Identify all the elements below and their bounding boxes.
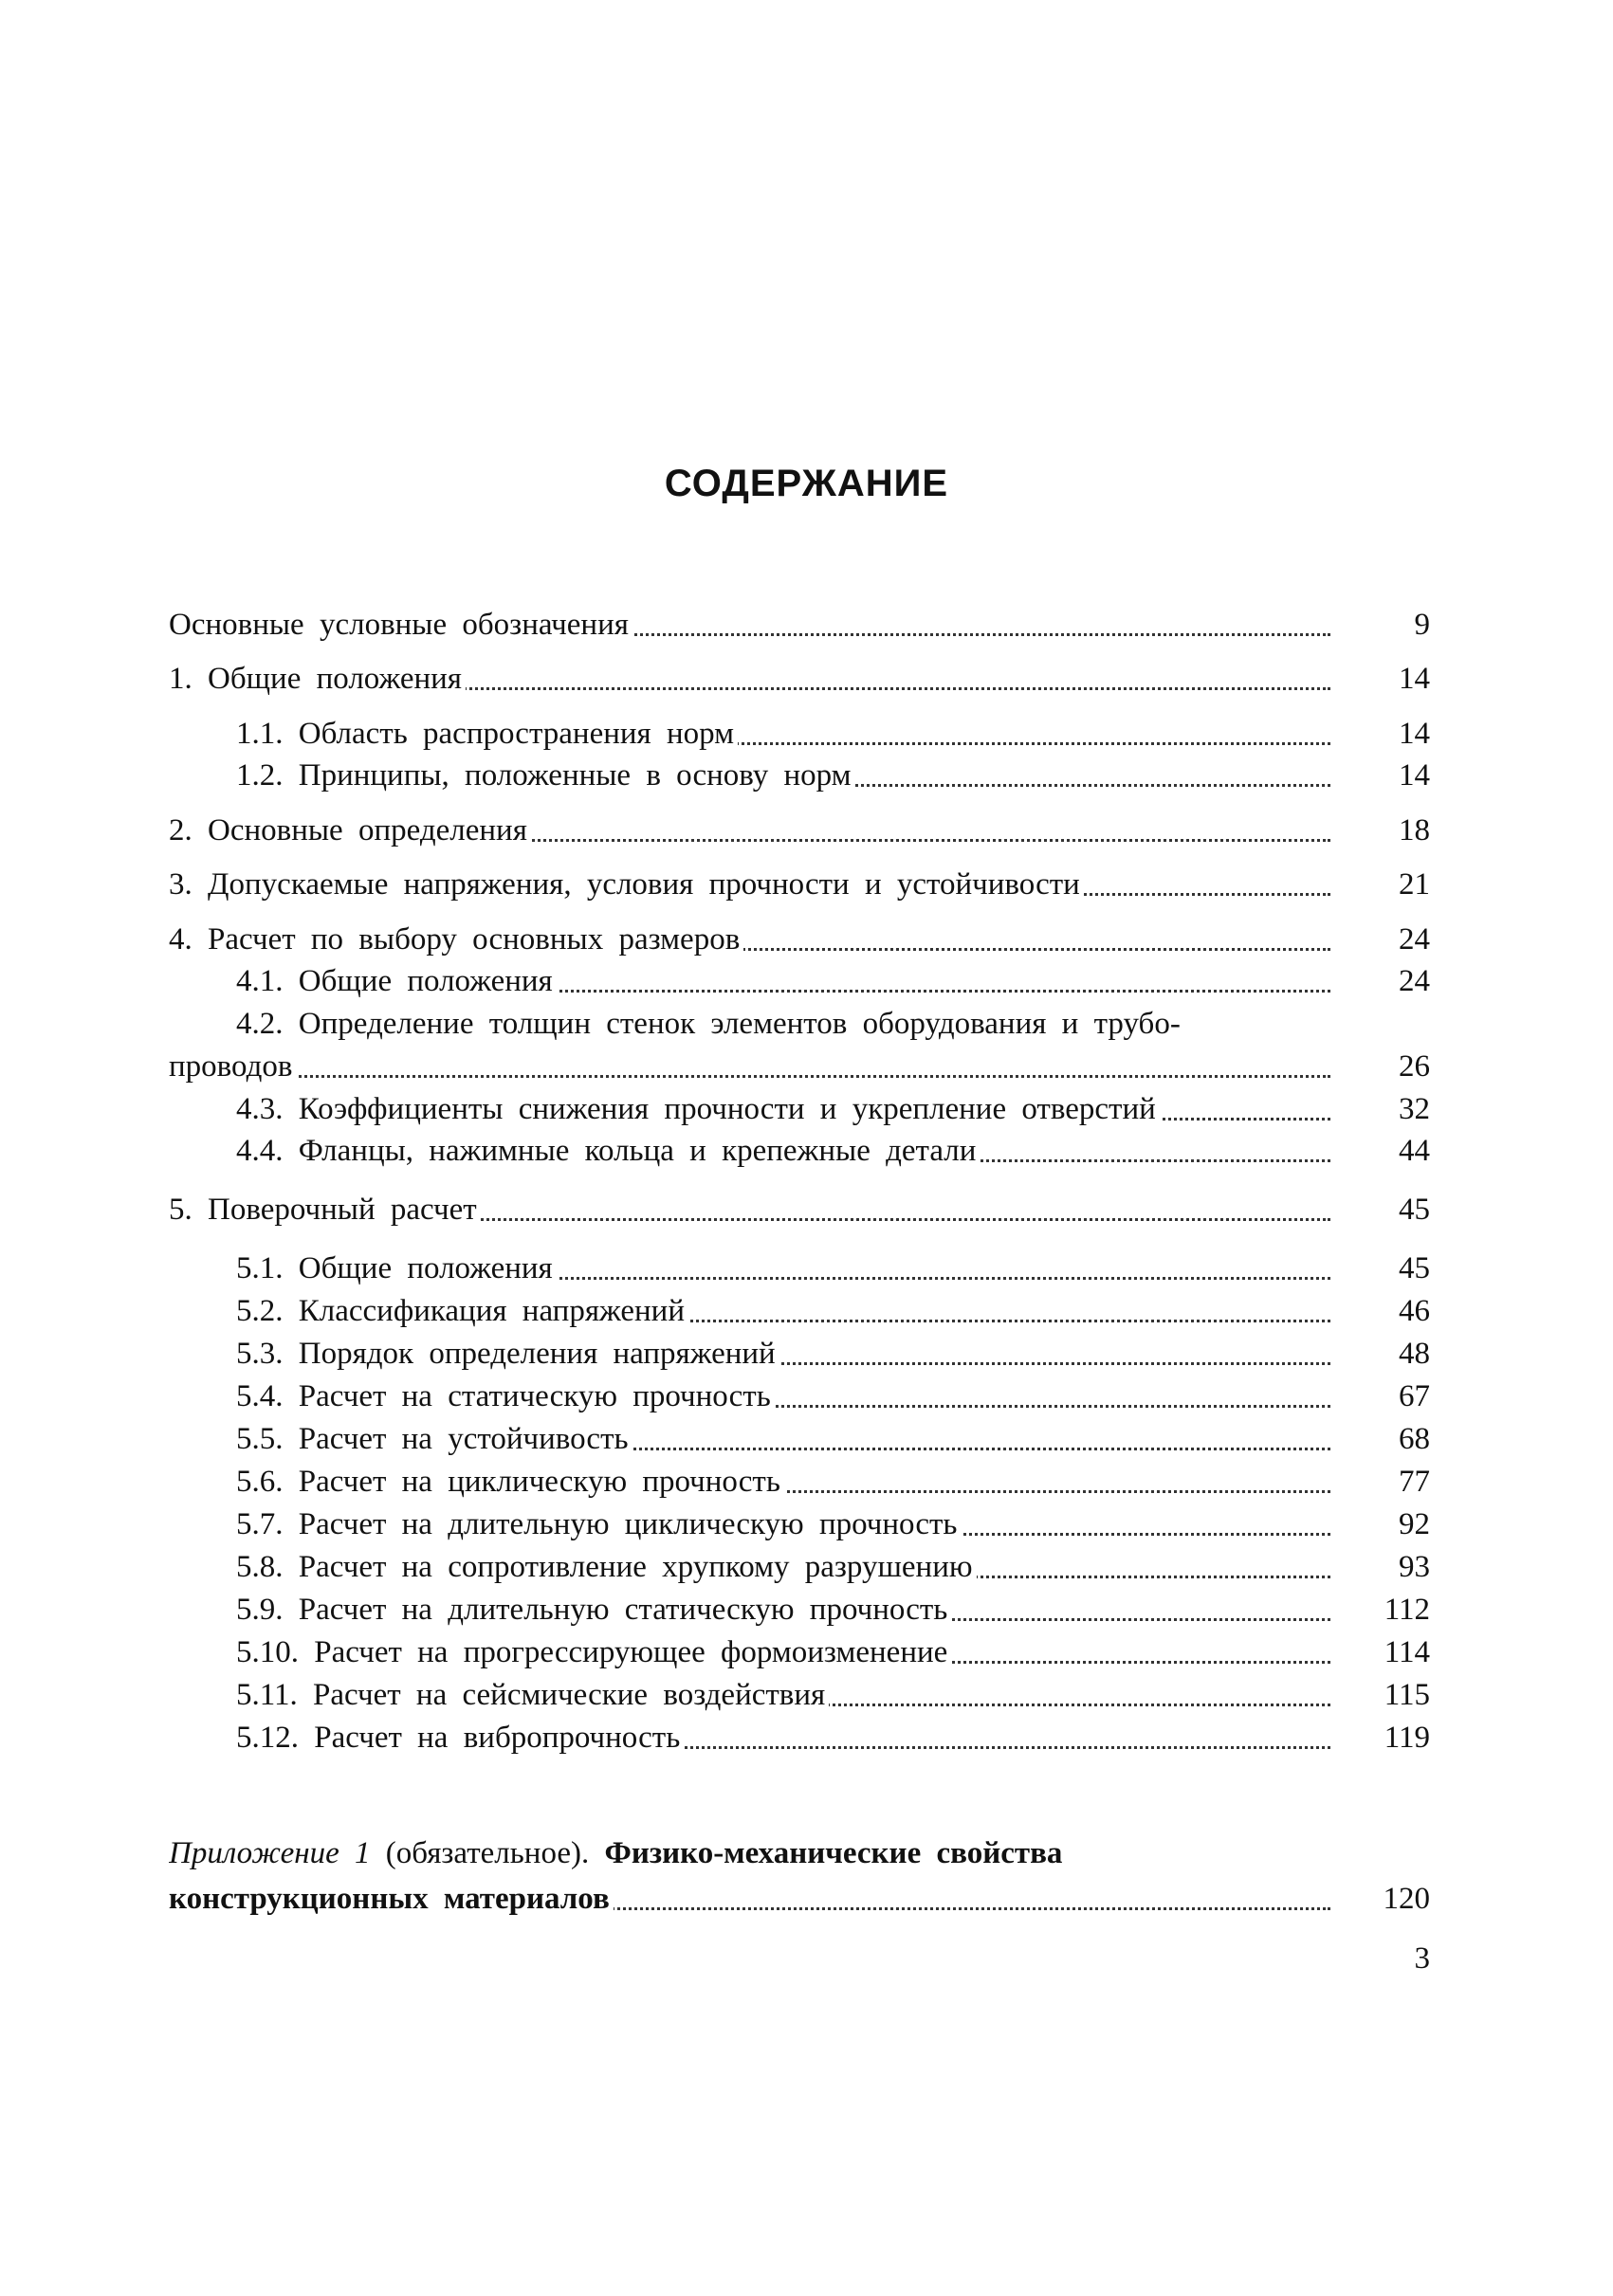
toc-entry-page: 24 — [1399, 964, 1430, 998]
toc-entry-page: 18 — [1399, 813, 1430, 847]
toc-entry-label: 5.10. Расчет на прогрессирующее формоизменение — [236, 1635, 951, 1669]
appendix-page: 120 — [1383, 1882, 1430, 1916]
toc-entry-page: 45 — [1399, 1193, 1430, 1227]
appendix-entry-line2[interactable] — [169, 1880, 1430, 1918]
toc-entry-page: 77 — [1399, 1465, 1430, 1499]
toc-entry-label: 5.3. Порядок определения напряжений — [236, 1337, 779, 1371]
toc-entry-page: 44 — [1399, 1134, 1430, 1168]
toc-entry-label: 5.11. Расчет на сейсмические воздействия — [236, 1678, 829, 1712]
toc-entry-label: 4.4. Фланцы, нажимные кольца и крепежные детали — [236, 1134, 980, 1168]
toc-entry[interactable] — [169, 1633, 1430, 1671]
toc-entry-label: 5.9. Расчет на длительную статическую прочность — [236, 1593, 951, 1627]
appendix-qualifier: (обязательное). — [385, 1836, 590, 1870]
toc-entry-page: 14 — [1399, 662, 1430, 696]
toc-entry[interactable] — [169, 756, 1430, 794]
toc-entry-label: 5.6. Расчет на циклическую прочность — [236, 1465, 784, 1499]
toc-entry[interactable] — [169, 660, 1430, 698]
toc-entry-page: 26 — [1399, 1049, 1430, 1084]
toc-entry-page: 115 — [1384, 1678, 1430, 1712]
toc-entry-page: 114 — [1384, 1635, 1430, 1669]
toc-entry-label: 5. Поверочный расчет — [169, 1193, 481, 1227]
toc-entry-page: 32 — [1399, 1092, 1430, 1126]
toc-entry-page: 45 — [1399, 1251, 1430, 1285]
toc-entry-label: 4.3. Коэффициенты снижения прочности и укрепление отверстий — [236, 1092, 1160, 1126]
toc-entry[interactable] — [169, 1377, 1430, 1415]
toc-entry-label: 5.7. Расчет на длительную циклическую прочность — [236, 1507, 961, 1541]
toc-heading: СОДЕРЖАНИЕ — [664, 463, 949, 504]
toc-entry-label: 4.2. Определение толщин стенок элементов оборудования и трубо- — [236, 1007, 1184, 1041]
toc-entry[interactable] — [169, 1249, 1430, 1287]
toc-entry[interactable] — [169, 1463, 1430, 1501]
toc-entry-page: 46 — [1399, 1294, 1430, 1328]
toc-entry-label: 5.5. Расчет на устойчивость — [236, 1422, 632, 1456]
toc-entry[interactable] — [169, 606, 1430, 644]
toc-entry-page: 112 — [1384, 1593, 1430, 1627]
toc-entry-page: 21 — [1399, 867, 1430, 902]
toc-entry-label: 1.2. Принципы, положенные в основу норм — [236, 758, 855, 793]
toc-entry-page: 68 — [1399, 1422, 1430, 1456]
toc-entry[interactable] — [169, 811, 1430, 849]
toc-entry-label: проводов — [169, 1049, 296, 1084]
appendix-title-line2: конструкционных материалов — [169, 1882, 614, 1916]
toc-entry[interactable] — [169, 1591, 1430, 1629]
toc-entry[interactable] — [169, 962, 1430, 1000]
toc-entry[interactable] — [169, 1420, 1430, 1458]
toc-entry[interactable] — [169, 1090, 1430, 1128]
appendix-prefix: Приложение 1 — [169, 1836, 371, 1870]
toc-entry-page: 67 — [1399, 1379, 1430, 1413]
toc-entry[interactable] — [169, 1132, 1430, 1170]
page-number: 3 — [1414, 1941, 1430, 1976]
toc-entry[interactable] — [169, 1335, 1430, 1373]
toc-entry-label: 5.2. Классификация напряжений — [236, 1294, 688, 1328]
toc-entry-label: Основные условные обозначения — [169, 608, 632, 642]
toc-entry-label: 2. Основные определения — [169, 813, 531, 847]
toc-entry-label: 5.1. Общие положения — [236, 1251, 557, 1285]
toc-entry[interactable] — [169, 1676, 1430, 1714]
toc-entry[interactable] — [169, 1292, 1430, 1330]
toc-entry-page: 119 — [1384, 1721, 1430, 1755]
toc-entry-label: 4. Расчет по выбору основных размеров — [169, 922, 743, 957]
toc-entry-label: 3. Допускаемые напряжения, условия прочности и устойчивости — [169, 867, 1084, 902]
toc-entry[interactable] — [169, 866, 1430, 903]
toc-entry-page: 48 — [1399, 1337, 1430, 1371]
toc-entry-page: 93 — [1399, 1550, 1430, 1584]
toc-entry[interactable] — [169, 715, 1430, 753]
toc-entry[interactable] — [169, 1048, 1430, 1085]
toc-entry-label: 1.1. Область распространения норм — [236, 717, 738, 751]
toc-entry[interactable] — [169, 1719, 1430, 1757]
toc-entry-page: 14 — [1399, 758, 1430, 793]
toc-entry[interactable] — [169, 920, 1430, 958]
toc-entry[interactable] — [169, 1191, 1430, 1229]
toc-entry-page: 9 — [1414, 608, 1430, 642]
toc-entry[interactable] — [169, 1505, 1430, 1543]
toc-entry-page: 24 — [1399, 922, 1430, 957]
toc-entry-label: 5.4. Расчет на статическую прочность — [236, 1379, 775, 1413]
toc-entry[interactable] — [169, 1548, 1430, 1586]
toc-entry-label: 5.8. Расчет на сопротивление хрупкому разрушению — [236, 1550, 977, 1584]
appendix-entry-line1[interactable] — [169, 1834, 1430, 1872]
toc-entry-page: 14 — [1399, 717, 1430, 751]
toc-entry-label: 4.1. Общие положения — [236, 964, 557, 998]
toc-entry-page: 92 — [1399, 1507, 1430, 1541]
appendix-title-line1: Физико-механические свойства — [604, 1836, 1063, 1870]
toc-entry-label: 5.12. Расчет на вибропрочность — [236, 1721, 684, 1755]
toc-entry[interactable] — [169, 1005, 1430, 1043]
toc-entry-label: 1. Общие положения — [169, 662, 466, 696]
